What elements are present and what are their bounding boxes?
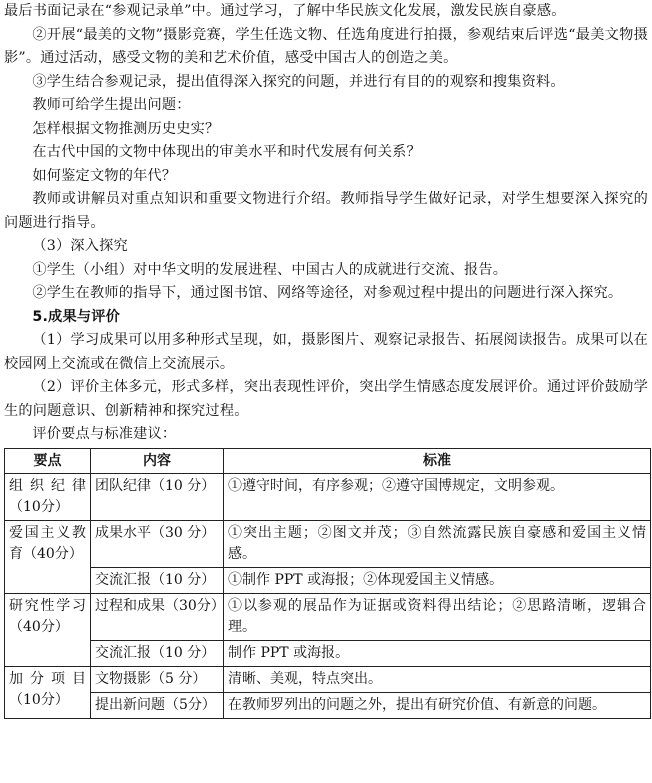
header-standard: 标准 xyxy=(224,448,651,473)
table-row xyxy=(5,473,651,520)
standard-cell: 清晰、美观，特点突出。 xyxy=(224,666,651,692)
content-cell: 团队纪律（10 分） xyxy=(91,473,224,520)
content-cell: 提出新问题（5分） xyxy=(91,692,224,718)
content-cell: 过程和成果（30分） xyxy=(91,593,224,640)
standard-cell: ①遵守时间，有序参观；②遵守国博规定，文明参观。 xyxy=(224,473,651,520)
table-row xyxy=(5,666,651,692)
table-row xyxy=(5,567,651,593)
paragraph: ③学生结合参观记录，提出值得深入探究的问题，并进行有目的的观察和搜集资料。 xyxy=(32,73,565,90)
standard-cell: ①以参观的展品作为证据或资料得出结论；②思路清晰，逻辑合理。 xyxy=(224,593,651,640)
point-cell: 组织纪律（10分） xyxy=(5,473,91,520)
table-row xyxy=(5,692,651,718)
paragraph: （1）学习成果可以用多种形式呈现，如，摄影图片、观察记录报告、拓展阅读报告。成果可以在校园网上交流或在微信上交流展示。 xyxy=(4,332,648,372)
content-cell: 成果水平（30 分） xyxy=(91,520,224,567)
point-cell: 加分项目（10分） xyxy=(5,666,91,718)
table-row xyxy=(5,593,651,640)
header-point: 要点 xyxy=(5,448,91,473)
paragraph: ②开展“最美的文物”摄影竞赛，学生任选文物、任选角度进行拍摄，参观结束后评选“最美文物摄影”。通过活动，感受文物的美和艺术价值，感受中国古人的创造之美。 xyxy=(4,26,648,66)
point-cell: 研究性学习（40分） xyxy=(5,593,91,666)
paragraph: 怎样根据文物推测历史史实？ xyxy=(32,120,220,137)
paragraph: （3）深入探究 xyxy=(32,238,128,254)
section-heading: 5.成果与评价 xyxy=(32,308,120,325)
standard-cell: 制作 PPT 或海报。 xyxy=(224,640,651,666)
paragraph: 最后书面记录在“参观记录单”中。通过学习，了解中华民族文化发展，激发民族自豪感。 xyxy=(4,3,566,19)
standard-cell: ①突出主题；②图文并茂；③自然流露民族自豪感和爱国主义情感。 xyxy=(224,520,651,567)
paragraph: 评价要点与标准建议： xyxy=(32,426,177,442)
point-cell: 爱国主义教育（40分） xyxy=(5,520,91,593)
table-row xyxy=(5,640,651,666)
table-body xyxy=(5,473,651,718)
content-cell: 交流汇报（10 分） xyxy=(91,640,224,666)
header-content: 内容 xyxy=(91,448,224,473)
standard-cell: 在教师罗列出的问题之外，提出有研究价值、有新意的问题。 xyxy=(224,692,651,718)
paragraph: ②学生在教师的指导下，通过图书馆、网络等途径，对参观过程中提出的问题进行深入探究。 xyxy=(32,285,623,301)
paragraph: 如何鉴定文物的年代？ xyxy=(32,167,177,184)
paragraph: 在古代中国的文物中体现出的审美水平和时代发展有何关系？ xyxy=(32,144,421,160)
content-cell: 文物摄影（5 分） xyxy=(91,666,224,692)
table-row xyxy=(5,520,651,567)
standard-cell: ①制作 PPT 或海报；②体现爱国主义情感。 xyxy=(224,567,651,593)
evaluation-table xyxy=(4,448,651,719)
paragraph: ①学生（小组）对中华文明的发展进程、中国古人的成就进行交流、报告。 xyxy=(32,261,508,278)
content-cell: 交流汇报（10 分） xyxy=(91,567,224,593)
paragraph: 教师可给学生提出问题： xyxy=(32,97,191,113)
paragraph: （2）评价主体多元，形式多样，突出表现性评价，突出学生情感态度发展评价。通过评价鼓励学生的问题意识、创新精神和探究过程。 xyxy=(4,379,648,419)
paragraph: 教师或讲解员对重点知识和重要文物进行介绍。教师指导学生做好记录，对学生想要深入探究的问题进行指导。 xyxy=(4,191,648,231)
body-text xyxy=(4,0,648,447)
table-header-row xyxy=(5,448,651,473)
